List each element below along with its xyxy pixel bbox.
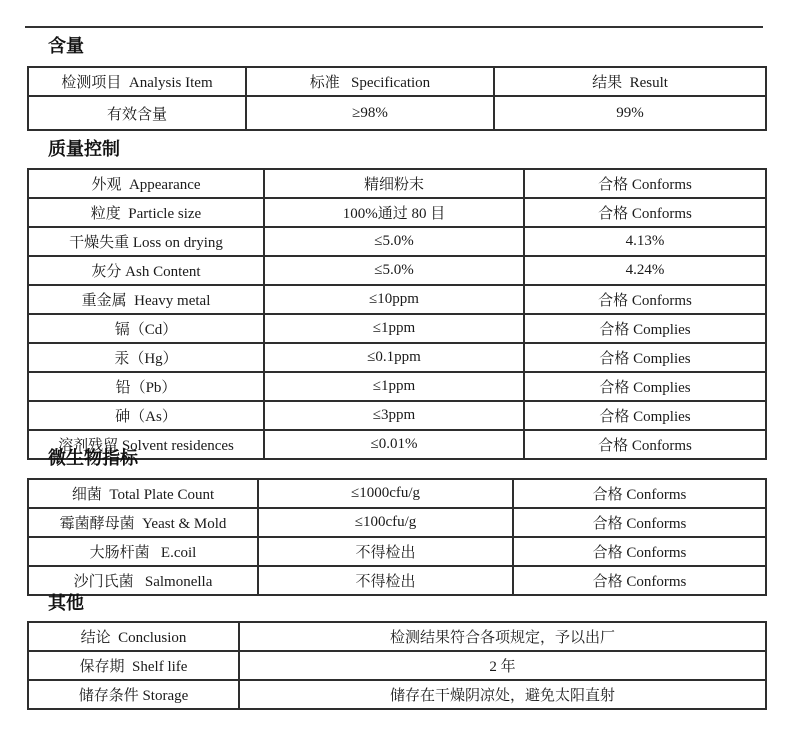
table-row [28, 537, 766, 566]
table-cell: 干燥失重 Loss on drying [28, 227, 264, 256]
table-row [28, 651, 766, 680]
table-row [28, 372, 766, 401]
table-cell: 合格 Conforms [513, 537, 766, 566]
section-heading-quality-control: 质量控制 [48, 139, 120, 159]
table-cell: ≤3ppm [264, 401, 524, 430]
table-cell: 灰分 Ash Content [28, 256, 264, 285]
table-cell: 合格 Conforms [524, 169, 766, 198]
content-table [27, 66, 767, 131]
table-cell: 精细粉末 [264, 169, 524, 198]
top-rule-divider [25, 26, 763, 28]
table-cell: 结论 Conclusion [28, 622, 239, 651]
table-cell: ≤1ppm [264, 372, 524, 401]
table-cell: 合格 Conforms [524, 285, 766, 314]
table-cell: 合格 Conforms [513, 479, 766, 508]
table-cell: 检测结果符合各项规定，予以出厂 [239, 622, 766, 651]
table-cell: 100%通过 80 目 [264, 198, 524, 227]
quality-control-table [27, 168, 767, 460]
table-row [28, 343, 766, 372]
table-cell: 不得检出 [258, 566, 513, 595]
table-cell: ≤5.0% [264, 227, 524, 256]
table-cell: ≤100cfu/g [258, 508, 513, 537]
table-cell: 合格 Complies [524, 314, 766, 343]
microbiological-table [27, 478, 767, 596]
table-row [28, 566, 766, 595]
table-cell: 储存条件 Storage [28, 680, 239, 709]
table-cell: 4.13% [524, 227, 766, 256]
table-cell: 有效含量 [28, 96, 246, 130]
table-cell: ≤1ppm [264, 314, 524, 343]
table-row [28, 285, 766, 314]
table-row [28, 622, 766, 651]
table-cell: 2 年 [239, 651, 766, 680]
table-cell: 外观 Appearance [28, 169, 264, 198]
table-row [28, 227, 766, 256]
table-cell: ≤0.1ppm [264, 343, 524, 372]
table-cell: 镉（Cd） [28, 314, 264, 343]
column-header: 检测项目 Analysis Item [28, 67, 246, 96]
table-cell: ≤0.01% [264, 430, 524, 459]
table-row [28, 508, 766, 537]
table-cell: 合格 Conforms [524, 430, 766, 459]
table-row [28, 198, 766, 227]
table-cell: ≥98% [246, 96, 494, 130]
table-cell: 粒度 Particle size [28, 198, 264, 227]
table-cell: 沙门氏菌 Salmonella [28, 566, 258, 595]
section-heading-content: 含量 [48, 36, 84, 56]
table-cell: ≤5.0% [264, 256, 524, 285]
other-table [27, 621, 767, 710]
column-header: 标准 Specification [246, 67, 494, 96]
table-cell: 4.24% [524, 256, 766, 285]
table-cell: 汞（Hg） [28, 343, 264, 372]
table-row [28, 314, 766, 343]
table-cell: 铅（Pb） [28, 372, 264, 401]
table-cell: 不得检出 [258, 537, 513, 566]
table-cell: 99% [494, 96, 766, 130]
table-header-row [28, 67, 766, 96]
table-row [28, 401, 766, 430]
table-row [28, 680, 766, 709]
section-heading-microbiological: 微生物指标 [48, 448, 138, 468]
table-cell: 霉菌酵母菌 Yeast & Mold [28, 508, 258, 537]
table-row [28, 479, 766, 508]
table-cell: 储存在干燥阴凉处，避免太阳直射 [239, 680, 766, 709]
table-cell: 合格 Conforms [513, 566, 766, 595]
table-cell: 溶剂残留 Solvent residences [28, 430, 264, 459]
column-header: 结果 Result [494, 67, 766, 96]
table-cell: 保存期 Shelf life [28, 651, 239, 680]
table-cell: 合格 Complies [524, 401, 766, 430]
table-row [28, 169, 766, 198]
table-cell: 合格 Conforms [513, 508, 766, 537]
table-cell: 大肠杆菌 E.coil [28, 537, 258, 566]
table-cell: ≤10ppm [264, 285, 524, 314]
table-cell: ≤1000cfu/g [258, 479, 513, 508]
table-row [28, 96, 766, 130]
table-cell: 合格 Complies [524, 343, 766, 372]
table-cell: 合格 Complies [524, 372, 766, 401]
section-heading-other: 其他 [48, 593, 84, 613]
table-cell: 砷（As） [28, 401, 264, 430]
table-cell: 重金属 Heavy metal [28, 285, 264, 314]
table-cell: 合格 Conforms [524, 198, 766, 227]
table-cell: 细菌 Total Plate Count [28, 479, 258, 508]
table-row [28, 256, 766, 285]
table-row [28, 430, 766, 459]
